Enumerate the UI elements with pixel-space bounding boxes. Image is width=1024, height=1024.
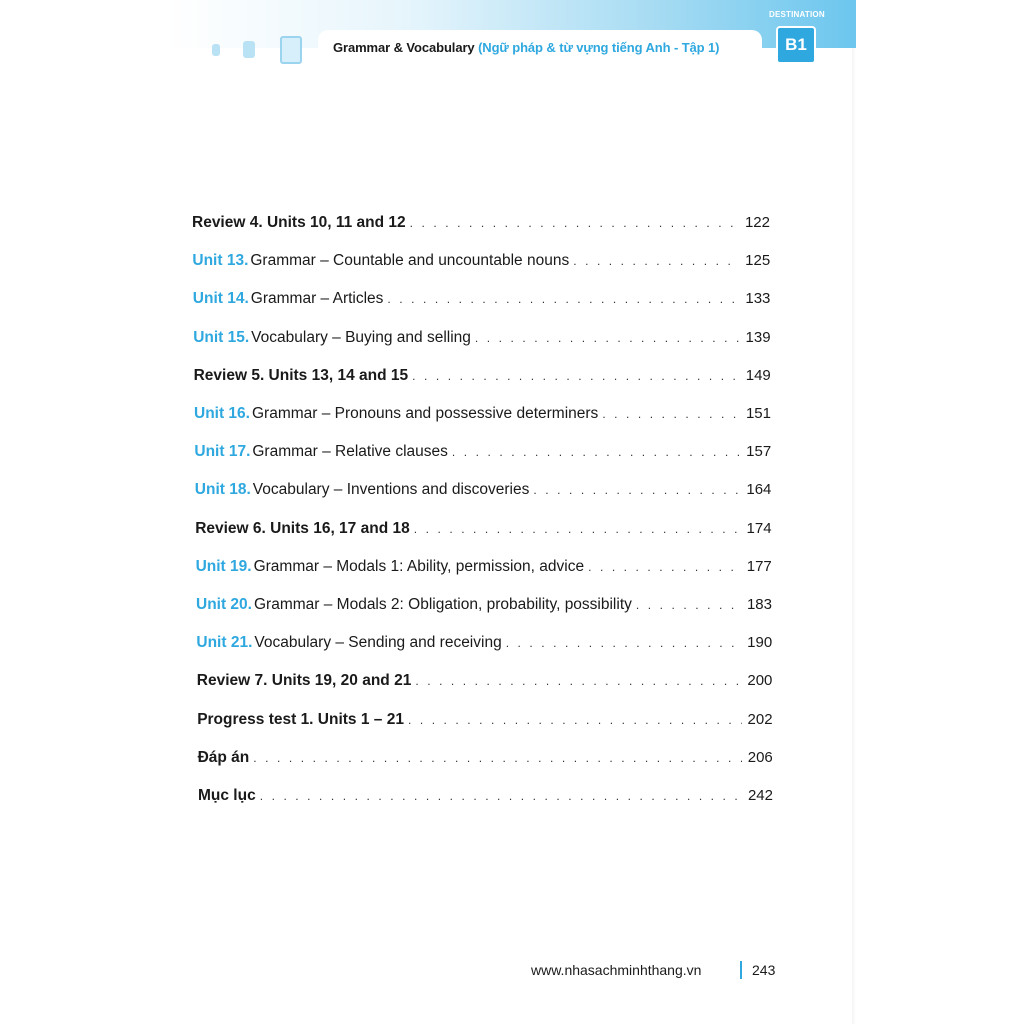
toc-page-number: 200 [747, 672, 773, 690]
toc-dot-leader [412, 369, 740, 383]
toc-entry-title: Review 6. Units 16, 17 and 18 [195, 519, 410, 537]
toc-page-number: 157 [746, 443, 772, 461]
toc-dot-leader [506, 636, 741, 650]
toc-entry [194, 367, 771, 391]
toc-entry-title: Vocabulary – Sending and receiving [254, 634, 502, 652]
toc-entry [198, 787, 773, 811]
toc-unit-number: Unit 18. [194, 481, 251, 499]
toc-entry [197, 672, 773, 696]
toc-page-number: 202 [747, 710, 773, 728]
toc-entry-title: Review 5. Units 13, 14 and 15 [193, 366, 409, 384]
toc-entry-title: Grammar – Relative clauses [252, 443, 448, 461]
toc-page-number: 190 [747, 634, 773, 652]
toc-entry-title: Vocabulary – Buying and selling [251, 328, 471, 346]
decorative-square-icon [212, 44, 220, 56]
series-label: DESTINATION [769, 10, 825, 19]
toc-dot-leader [410, 216, 739, 230]
toc-dot-leader [636, 598, 741, 612]
toc-entry-title: Grammar – Countable and uncountable nouns [250, 252, 570, 270]
page-edge-shadow [852, 0, 856, 1024]
toc-unit-number: Unit 21. [196, 634, 253, 652]
toc-page-number: 122 [744, 214, 770, 231]
toc-page-number: 151 [745, 405, 771, 422]
toc-entry-title: Progress test 1. Units 1 – 21 [197, 710, 404, 728]
toc-entry-title: Mục lục [198, 787, 256, 804]
level-badge: B1 [776, 26, 816, 64]
toc-entry [196, 596, 772, 620]
toc-page-number: 149 [745, 366, 771, 384]
page-sheet [166, 0, 856, 1024]
toc-page-number: 133 [745, 290, 771, 308]
toc-page-number: 206 [747, 748, 773, 766]
page-number: 243 [752, 962, 776, 978]
toc-page-number: 177 [746, 557, 772, 575]
toc-dot-leader [602, 407, 740, 421]
toc-dot-leader [533, 483, 740, 497]
toc-unit-number: Unit 17. [194, 443, 251, 461]
toc-dot-leader [260, 789, 742, 803]
toc-entry-title: Review 4. Units 10, 11 and 12 [192, 214, 406, 231]
toc-unit-number: Unit 14. [192, 290, 249, 308]
book-title-main: Grammar & Vocabulary [333, 40, 475, 55]
toc-entry-title: Grammar – Modals 1: Ability, permission, advice [253, 557, 585, 575]
book-title-sub: (Ngữ pháp & từ vựng tiếng Anh - Tập 1) [478, 40, 720, 55]
toc-unit-number: Unit 13. [192, 252, 249, 270]
toc-page-number: 242 [747, 787, 773, 804]
toc-entry [192, 252, 770, 276]
toc-dot-leader [408, 713, 742, 727]
toc-dot-leader [414, 522, 741, 536]
footer-separator [740, 961, 742, 979]
toc-dot-leader [475, 331, 740, 345]
toc-dot-leader [573, 254, 739, 268]
toc-entry-title: Đáp án [197, 748, 250, 766]
toc-dot-leader [452, 445, 740, 459]
toc-page-number: 125 [745, 252, 771, 270]
toc-dot-leader [588, 560, 741, 574]
toc-entry [193, 290, 771, 314]
toc-unit-number: Unit 20. [196, 596, 252, 613]
decorative-square-icon [280, 36, 302, 64]
book-title [333, 40, 719, 55]
toc-unit-number: Unit 16. [194, 405, 250, 422]
toc-entry [196, 634, 772, 658]
toc-page-number: 174 [746, 519, 772, 537]
toc-entry [194, 405, 771, 429]
toc-page-number: 139 [745, 328, 771, 346]
toc-dot-leader [253, 751, 741, 765]
toc-dot-leader [387, 292, 739, 306]
toc-entry-title: Review 7. Units 19, 20 and 21 [196, 672, 412, 690]
toc-entry-title: Grammar – Articles [250, 290, 384, 308]
toc-dot-leader [415, 674, 741, 688]
toc-unit-number: Unit 15. [193, 328, 250, 346]
toc-entry [195, 520, 771, 544]
toc-unit-number: Unit 19. [195, 557, 252, 575]
toc-entry [196, 558, 772, 582]
toc-entry-title: Grammar – Pronouns and possessive determiners [251, 405, 599, 422]
toc-entry [195, 481, 772, 505]
toc-page-number: 183 [746, 596, 772, 613]
footer-url: www.nhasachminhthang.vn [531, 962, 702, 978]
toc-entry [193, 329, 770, 353]
toc-page-number: 164 [746, 481, 772, 499]
toc-entry [198, 749, 773, 773]
toc-entry [194, 443, 771, 467]
toc-entry [192, 214, 770, 238]
toc-entry [197, 711, 772, 735]
toc-entry-title: Vocabulary – Inventions and discoveries [252, 481, 530, 499]
toc-entry-title: Grammar – Modals 2: Obligation, probability, possibility [253, 596, 632, 613]
decorative-square-icon [243, 41, 255, 58]
